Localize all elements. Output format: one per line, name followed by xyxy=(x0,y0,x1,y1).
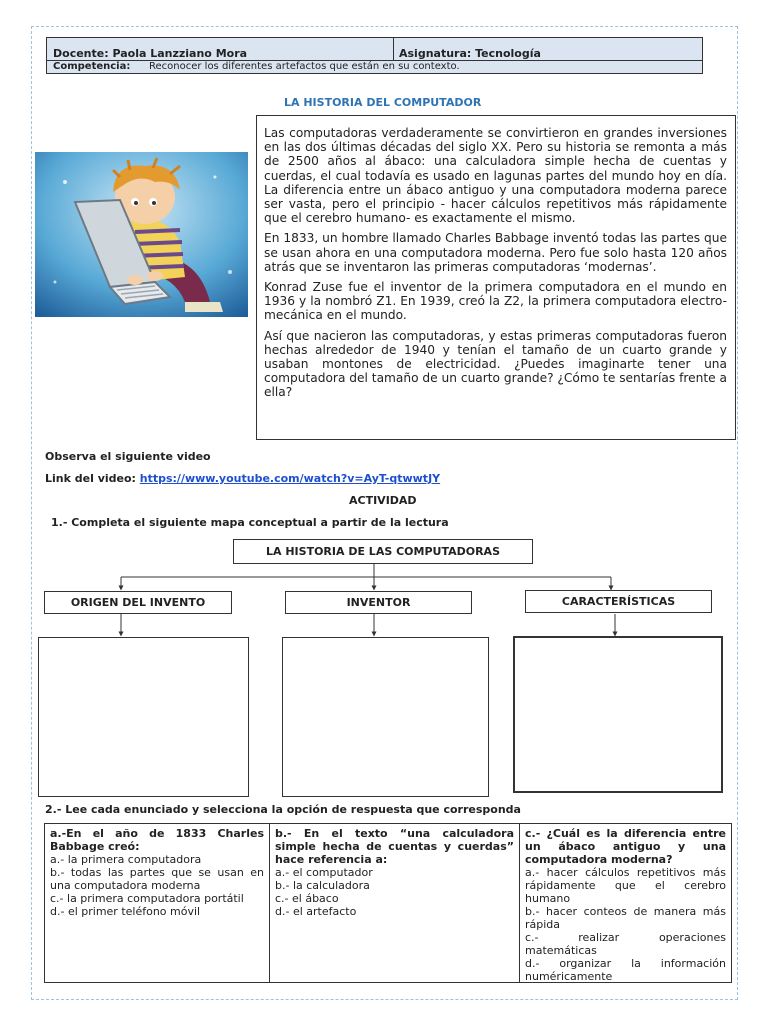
header-table xyxy=(46,37,703,74)
subject-name: Asignatura: Tecnología xyxy=(399,47,541,60)
competence-text: Reconocer los diferentes artefactos que están en su contexto. xyxy=(149,61,460,72)
concept-node-characteristics: CARACTERÍSTICAS xyxy=(525,590,712,613)
answer-option[interactable]: c.- la primera computadora portátil xyxy=(50,892,244,905)
concept-node-origin: ORIGEN DEL INVENTO xyxy=(44,591,232,614)
reading-paragraph: En 1833, un hombre llamado Charles Babbage inventó todas las partes que se usan ahora en una computadora moderna. Pero fue solo hasta 120 años atrás que se inventaron las primeras computadoras ‘modernas’. xyxy=(264,231,727,274)
answer-option[interactable]: b.- hacer conteos de manera más rápida xyxy=(525,905,726,931)
answer-option[interactable]: c.- realizar operaciones matemáticas xyxy=(525,931,726,957)
questions-table xyxy=(44,823,732,983)
reading-paragraph: Así que nacieron las computadoras, y estas primeras computadoras fueron hechas alrededor de 1940 y tenían el tamaño de un cuarto grande y usaban montones de electricidad. ¿Puedes imaginarte tener una computadora del tamaño de un cuarto grande? ¿Cómo te sentarías frente a ella? xyxy=(264,328,727,400)
answer-option[interactable]: d.- el primer teléfono móvil xyxy=(50,905,201,918)
boy-laptop-illustration xyxy=(35,152,248,317)
answer-option[interactable]: a.- el computador xyxy=(275,866,373,879)
question-text: c.- ¿Cuál es la diferencia entre un ábaco antiguo y una computadora moderna? xyxy=(525,827,726,866)
video-link[interactable]: https://www.youtube.com/watch?v=AyT-qtwwtJY xyxy=(139,472,441,485)
video-instruction: Observa el siguiente video xyxy=(45,450,211,463)
page-title: LA HISTORIA DEL COMPUTADOR xyxy=(284,96,482,109)
answer-option[interactable]: c.- el ábaco xyxy=(275,892,339,905)
answer-box-inventor[interactable] xyxy=(282,637,489,797)
video-link-line xyxy=(45,472,440,485)
question-column-c xyxy=(519,824,731,982)
answer-option[interactable]: b.- todas las partes que se usan en una computadora moderna xyxy=(50,866,264,892)
question-2-prompt: 2.- Lee cada enunciado y selecciona la opción de respuesta que corresponda xyxy=(45,803,521,816)
answer-option[interactable]: d.- el artefacto xyxy=(275,905,357,918)
header-row xyxy=(47,38,702,61)
question-text: b.- En el texto “una calculadora simple hecha de cuentas y cuerdas” hace referencia a: xyxy=(275,827,514,866)
answer-box-origin[interactable] xyxy=(38,637,249,797)
concept-node-inventor: INVENTOR xyxy=(285,591,472,614)
reading-text-box xyxy=(256,115,736,440)
teacher-name: Docente: Paola Lanzziano Mora xyxy=(53,47,248,60)
question-column-b xyxy=(269,824,519,982)
video-link-label: Link del video: xyxy=(45,472,136,485)
header-divider xyxy=(393,38,394,60)
answer-box-characteristics[interactable] xyxy=(513,636,723,793)
answer-option[interactable]: a.- hacer cálculos repetitivos más rápidamente que el cerebro humano xyxy=(525,866,726,905)
question-text: a.-En el año de 1833 Charles Babbage creó: xyxy=(50,827,264,853)
answer-option[interactable]: a.- la primera computadora xyxy=(50,853,202,866)
competence-label: Competencia: xyxy=(53,61,131,72)
activity-heading: ACTIVIDAD xyxy=(349,494,417,507)
question-1-prompt: 1.- Completa el siguiente mapa conceptual a partir de la lectura xyxy=(51,516,449,529)
competence-row xyxy=(47,61,702,73)
concept-map-root: LA HISTORIA DE LAS COMPUTADORAS xyxy=(233,539,533,564)
answer-option[interactable]: b.- la calculadora xyxy=(275,879,370,892)
answer-option[interactable]: d.- organizar la información numéricamente xyxy=(525,957,726,983)
reading-paragraph: Konrad Zuse fue el inventor de la primera computadora en el mundo en 1936 y la nombró Z1. En 1939, creó la Z2, la primera computadora electro-mecánica en el mundo. xyxy=(264,280,727,323)
reading-paragraph: Las computadoras verdaderamente se convirtieron en grandes inversiones en las dos últimas décadas del siglo XX. Pero su historia se remonta a más de 2500 años al ábaco: una calculadora simple hecha de cuentas y cuerdas, el cual todavía es usado en lagunas partes del mundo hoy en día. La diferencia entre un ábaco antiguo y una computadora moderna parece ser vasta, pero el principio - hacer cálculos repetitivos más rápidamente que el cerebro humano- es exactamente el mismo. xyxy=(264,126,727,226)
question-column-a xyxy=(45,824,269,982)
